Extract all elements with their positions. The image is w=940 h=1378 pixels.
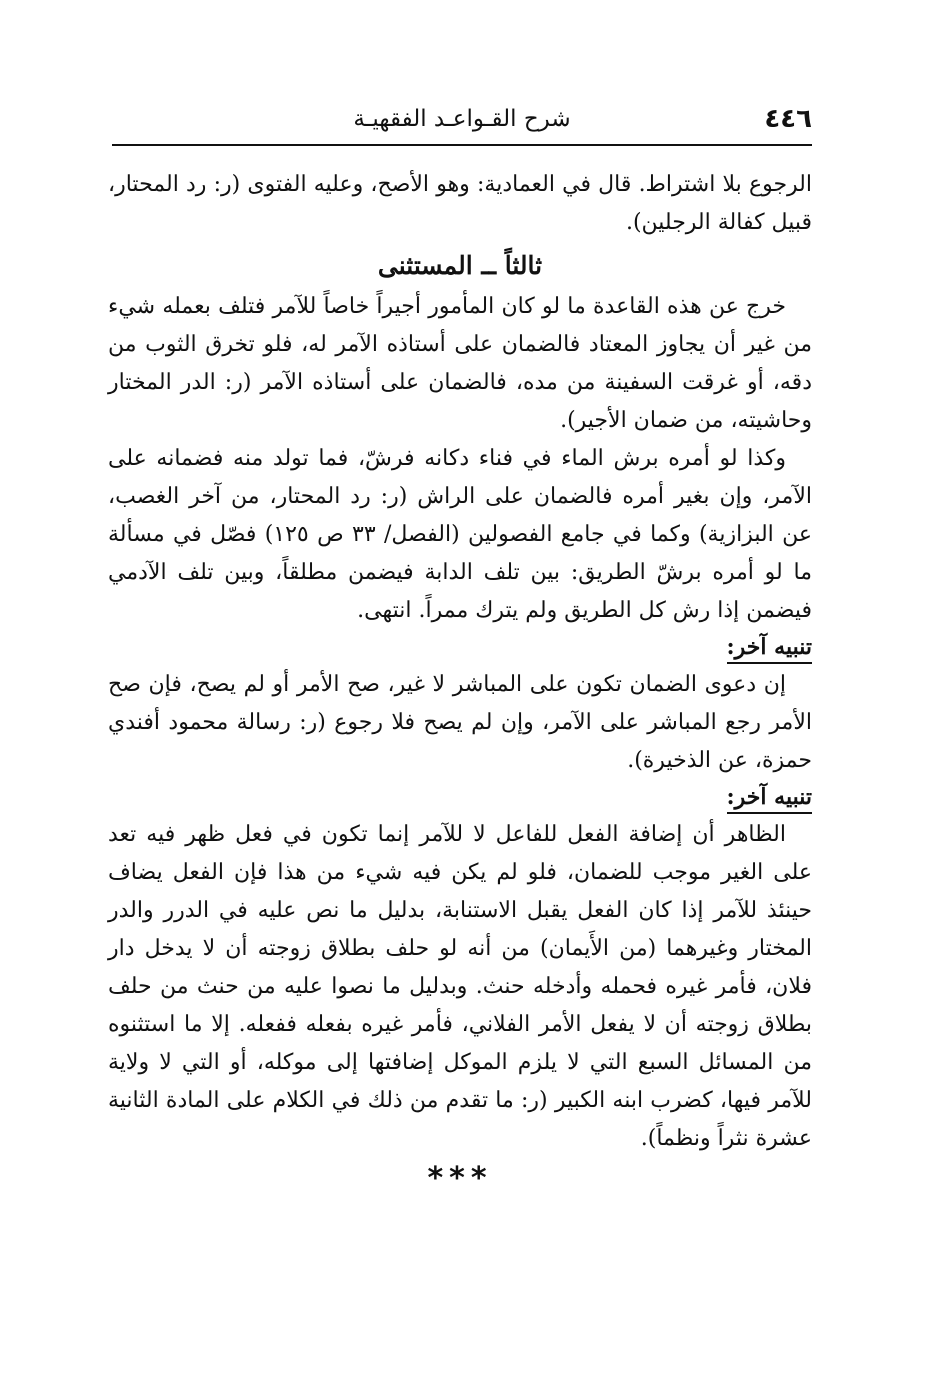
note-heading-1-wrap <box>108 630 812 666</box>
page-header <box>112 100 812 146</box>
paragraph-continuation: الرجوع بلا اشتراط. قال في العمادية: وهو الأصح، وعليه الفتوى (ر: رد المحتار، قبيل كفالة الرجلين). <box>108 172 812 235</box>
paragraph-exception: خرج عن هذه القاعدة ما لو كان المأمور أجيراً خاصاً للآمر فتلف بعمله شيء من غير أن يجاوز المعتاد فالضمان على أستاذه الآمر له، فلو تخرق الثوب من دقه، أو غرقت السفينة من مده، فالضمان على أستاذه الآمر (ر: الدر المختار وحاشيته، من ضمان الأجير). <box>108 294 812 433</box>
page-number: ٤٤٦ <box>764 104 812 134</box>
note-heading-2: تنبيه آخر: <box>727 782 812 814</box>
section-heading: ثالثاً ــ المستثنى <box>377 251 543 280</box>
paragraph-sprinkling: وكذا لو أمره برش الماء في فناء دكانه فرشّ، فما تولد منه فضمانه على الآمر، وإن بغير أمره فالضمان على الراش (ر: رد المحتار، من آخر الغصب، عن البزازية) وكما في جامع الفصولين (الفصل/ ٣٣ ص ١٢٥) فصّل في مسألة ما لو أمره برشّ الطريق: بين تلف الدابة فيضمن مطلقاً، وبين تلف الآدمي فيضمن إذا رش كل الطريق ولم يترك ممراً. انتهى. <box>108 446 812 623</box>
paragraph-note-1: إن دعوى الضمان تكون على المباشر لا غير، صح الأمر أو لم يصح، فإن صح الأمر رجع المباشر على الآمر، وإن لم يصح فلا رجوع (ر: رسالة محمود أفندي حمزة، عن الذخيرة). <box>108 672 812 773</box>
page-body <box>108 166 812 1198</box>
note-heading-1: تنبيه آخر: <box>727 632 812 664</box>
paragraph-note-2: الظاهر أن إضافة الفعل للفاعل لا للآمر إنما تكون في فعل ظهر فيه تعد على الغير موجب للضمان، فلو لم يكن فيه شيء من هذا فإن الفعل يضاف حينئذ للآمر إذا كان الفعل يقبل الاستنابة، بدليل ما نص عليه في الدرر والدر المختار وغيرهما (من الأَيمان) من أنه لو حلف بطلاق زوجته أن لا يدخل دار فلان، فأمر غيره فحمله وأدخله حنث. وبدليل ما نصوا عليه من حنث من حلف بطلاق زوجته أن لا يفعل الأمر الفلاني، فأمر غيره بفعله ففعله. إلا ما استثنوه من المسائل السبع التي لا يلزم الموكل إضافتها إلى موكله، أو التي لا ولاية للآمر فيها، كضرب ابنه الكبير (ر: ما تقدم من ذلك في الكلام على المادة الثانية عشرة نثراً ونظماً). <box>108 822 812 1151</box>
section-end-stars: *** <box>427 1161 493 1196</box>
running-title: شرح القـواعـد الفقهيـة <box>353 106 571 132</box>
note-heading-2-wrap <box>108 780 812 816</box>
